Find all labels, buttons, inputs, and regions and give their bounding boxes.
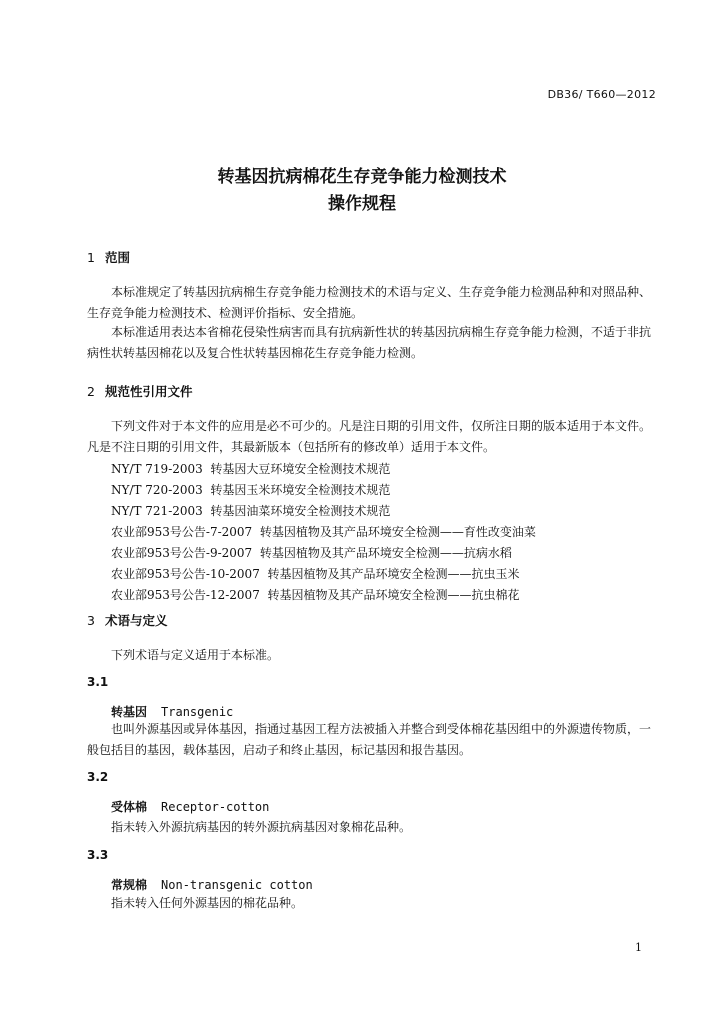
section-title: 术语与定义 [105, 613, 168, 628]
term-english: Receptor-cotton [161, 800, 270, 814]
term-title [111, 798, 269, 815]
section-number: 3 [87, 613, 95, 628]
section-number: 2 [87, 384, 95, 399]
reference-item: NY/T 719-2003 转基因大豆环境安全检测技术规范 [111, 462, 391, 476]
section-2-paragraph: 下列文件对于本文件的应用是必不可少的。凡是注日期的引用文件，仅所注日期的版本适用于本文件。凡是不注日期的引用文件，其最新版本（包括所有的修改单）适用于本文件。 [87, 419, 652, 454]
document-code: DB36/ T660—2012 [547, 88, 656, 101]
section-title: 范围 [105, 250, 131, 265]
reference-item: 农业部953号公告-9-2007 转基因植物及其产品环境安全检测——抗病水稻 [111, 546, 512, 560]
document-subtitle: 操作规程 [328, 194, 396, 214]
term-number: 3.1 [87, 675, 109, 689]
reference-item: 农业部953号公告-7-2007 转基因植物及其产品环境安全检测——育性改变油菜 [111, 525, 536, 539]
term-definition: 指未转入外源抗病基因的转外源抗病基因对象棉花品种。 [111, 820, 412, 834]
section-1-paragraph-1: 本标准规定了转基因抗病棉生存竞争能力检测技术的术语与定义、生存竞争能力检测品种和对照品种、生存竞争能力检测技术、检测评价指标、安全措施。 [87, 285, 652, 320]
section-3-intro: 下列术语与定义适用于本标准。 [111, 648, 280, 662]
reference-item: NY/T 720-2003 转基因玉米环境安全检测技术规范 [111, 483, 391, 497]
term-chinese: 受体棉 [111, 800, 148, 814]
term-title [111, 876, 313, 893]
term-chinese: 转基因 [111, 705, 148, 719]
section-2-heading [87, 382, 193, 400]
reference-item: 农业部953号公告-12-2007 转基因植物及其产品环境安全检测——抗虫棉花 [111, 588, 520, 602]
term-title [111, 703, 233, 720]
section-1-paragraph-2: 本标准适用表达本省棉花侵染性病害而具有抗病新性状的转基因抗病棉生存竞争能力检测，不适于非抗病性状转基因棉花以及复合性状转基因棉花生存竞争能力检测。 [87, 325, 652, 360]
reference-item: 农业部953号公告-10-2007 转基因植物及其产品环境安全检测——抗虫玉米 [111, 567, 520, 581]
term-chinese: 常规棉 [111, 878, 148, 892]
term-english: Non-transgenic cotton [161, 878, 313, 892]
reference-item: NY/T 721-2003 转基因油菜环境安全检测技术规范 [111, 504, 391, 518]
term-definition: 也叫外源基因或异体基因，指通过基因工程方法被插入并整合到受体棉花基因组中的外源遗传物质，一般包括目的基因，载体基因，启动子和终止基因，标记基因和报告基因。 [87, 722, 652, 757]
term-definition: 指未转入任何外源基因的棉花品种。 [111, 896, 304, 910]
section-number: 1 [87, 250, 95, 265]
term-number: 3.3 [87, 848, 109, 862]
section-title: 规范性引用文件 [105, 384, 193, 399]
document-title: 转基因抗病棉花生存竞争能力检测技术 [217, 167, 507, 187]
section-3-heading [87, 611, 168, 629]
term-english: Transgenic [161, 705, 234, 719]
term-number: 3.2 [87, 770, 109, 784]
section-1-heading [87, 248, 130, 266]
page-number: 1 [635, 941, 642, 954]
